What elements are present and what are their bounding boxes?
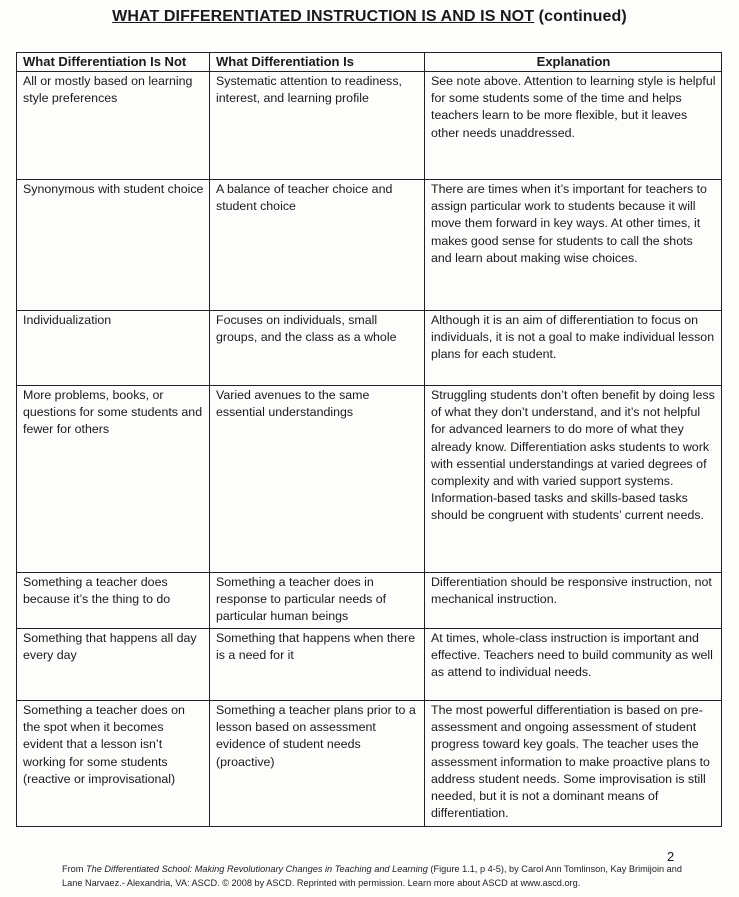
- cell-explanation: At times, whole-class instruction is important and effective. Teachers need to build community as well as attend to individual needs.: [425, 629, 722, 701]
- column-header-is: What Differentiation Is: [210, 53, 425, 72]
- column-header-explanation: Explanation: [425, 53, 722, 72]
- cell-is-not: All or mostly based on learning style preferences: [17, 72, 210, 180]
- cell-is-not: Synonymous with student choice: [17, 180, 210, 311]
- citation-details: (Figure 1.1, p 4-5), by Carol Ann Tomlinson, Kay Brimijoin and Lane Narvaez.- Alexandria, VA: ASCD. © 2008 by ASCD. Reprinted with permission. Learn more about ASCD at www.ascd.org.: [62, 864, 682, 888]
- cell-is: Focuses on individuals, small groups, and the class as a whole: [210, 311, 425, 386]
- cell-is: Something a teacher does in response to particular needs of particular human beings: [210, 573, 425, 629]
- citation-footer: [62, 862, 702, 890]
- citation-prefix: From: [62, 864, 86, 874]
- cell-explanation: There are times when it’s important for teachers to assign particular work to students because it will move them forward in key ways. At other times, it makes good sense for students to call the shots and learn about making wise choices.: [425, 180, 722, 311]
- cell-is: A balance of teacher choice and student choice: [210, 180, 425, 311]
- cell-is-not: Something a teacher does because it’s the thing to do: [17, 573, 210, 629]
- table-row: [17, 386, 722, 573]
- cell-is: Systematic attention to readiness, interest, and learning profile: [210, 72, 425, 180]
- cell-explanation: The most powerful differentiation is based on pre-assessment and ongoing assessment of student progress toward key goals. The teacher uses the assessment information to make proactive plans to address student needs. Some improvisation is still needed, but it is not a dominant means of differentiation.: [425, 701, 722, 827]
- comparison-table: [16, 52, 722, 827]
- table-row: [17, 573, 722, 629]
- cell-is: Something that happens when there is a need for it: [210, 629, 425, 701]
- citation-book-title: The Differentiated School: Making Revolutionary Changes in Teaching and Learning: [86, 864, 428, 874]
- cell-is-not: Something a teacher does on the spot when it becomes evident that a lesson isn’t working for some students (reactive or improvisational): [17, 701, 210, 827]
- table-row: [17, 180, 722, 311]
- cell-is-not: Individualization: [17, 311, 210, 386]
- table-row: [17, 629, 722, 701]
- table-row: [17, 701, 722, 827]
- table-row: [17, 311, 722, 386]
- cell-explanation: Although it is an aim of differentiation to focus on individuals, it is not a goal to make individual lesson plans for each student.: [425, 311, 722, 386]
- cell-is: Something a teacher plans prior to a lesson based on assessment evidence of student needs (proactive): [210, 701, 425, 827]
- page-title-suffix: (continued): [538, 8, 627, 25]
- page-title-main: WHAT DIFFERENTIATED INSTRUCTION IS AND IS NOT: [112, 8, 535, 25]
- page-title: [0, 8, 739, 26]
- table-row: [17, 72, 722, 180]
- cell-explanation: Struggling students don’t often benefit by doing less of what they don’t understand, and it’s not helpful for advanced learners to do more of what they already know. Differentiation asks students to work with essential understandings at varied degrees of complexity and with varied support systems. Information-based tasks and skills-based tasks should be congruent with students’ current needs.: [425, 386, 722, 573]
- column-header-is-not: What Differentiation Is Not: [17, 53, 210, 72]
- page-number: 2: [667, 849, 675, 864]
- cell-is-not: More problems, books, or questions for some students and fewer for others: [17, 386, 210, 573]
- cell-explanation: See note above. Attention to learning style is helpful for some students some of the time and helps teachers learn to be more flexible, but it leaves other needs unaddressed.: [425, 72, 722, 180]
- table-header-row: [17, 53, 722, 72]
- cell-explanation: Differentiation should be responsive instruction, not mechanical instruction.: [425, 573, 722, 629]
- cell-is: Varied avenues to the same essential understandings: [210, 386, 425, 573]
- cell-is-not: Something that happens all day every day: [17, 629, 210, 701]
